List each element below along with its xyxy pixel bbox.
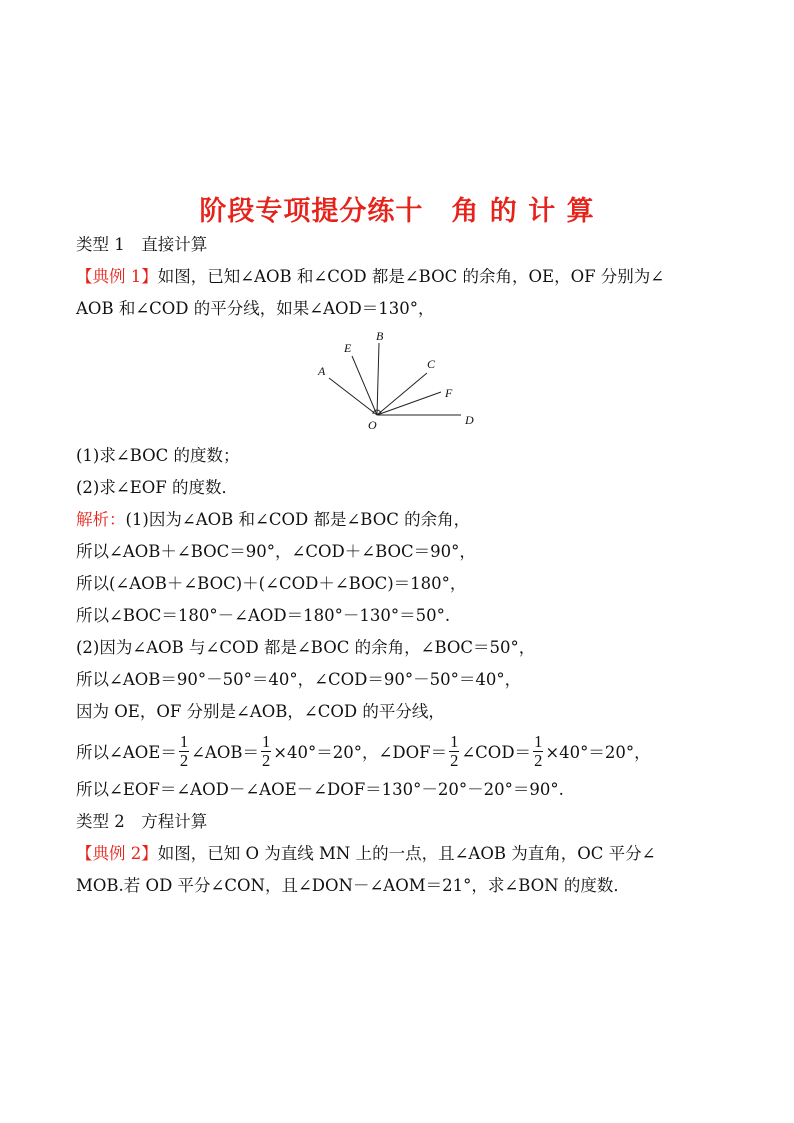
example1-tag: 【典例 1】 <box>76 267 158 286</box>
solution-line1 <box>76 508 470 532</box>
solution-line2: 所以∠AOB＋∠BOC＝90°，∠COD＋∠BOC＝90°， <box>76 542 476 561</box>
fraction-numerator: 1 <box>534 732 543 751</box>
solution-line9: 所以∠EOF＝∠AOD－∠AOE－∠DOF＝130°－20°－20°＝90°. <box>76 780 564 799</box>
label-D: D <box>465 413 474 427</box>
solution-line8-d: ∠COD＝ <box>461 743 532 762</box>
fraction-half <box>179 733 189 770</box>
angle-figure <box>310 328 490 434</box>
label-C: C <box>427 357 436 371</box>
example2-line1 <box>76 842 655 866</box>
example2-text1: 如图，已知 O 为直线 MN 上的一点，且∠AOB 为直角，OC 平分∠ <box>157 844 656 863</box>
question-2: (2)求∠EOF 的度数． <box>76 478 238 497</box>
label-B: B <box>376 329 384 343</box>
solution-line5: (2)因为∠AOB 与∠COD 都是∠BOC 的余角，∠BOC＝50°， <box>76 638 536 657</box>
example1-text1: 如图，已知∠AOB 和∠COD 都是∠BOC 的余角，OE，OF 分别为∠ <box>157 267 665 286</box>
fraction-half <box>449 733 459 770</box>
fraction-half <box>261 733 271 770</box>
solution-line8-b: ∠AOB＝ <box>191 743 259 762</box>
label-F: F <box>445 386 453 400</box>
example2-tag: 【典例 2】 <box>76 844 158 863</box>
fraction-numerator: 1 <box>450 732 459 751</box>
solution-line7: 因为 OE，OF 分别是∠AOB，∠COD 的平分线， <box>76 702 445 721</box>
fraction-denominator: 2 <box>179 751 189 770</box>
ray-OF <box>377 392 441 415</box>
page-title: 阶段专项提分练十 角 的 计 算 <box>199 196 595 227</box>
fraction-numerator: 1 <box>179 732 189 751</box>
solution-text1: (1)因为∠AOB 和∠COD 都是∠BOC 的余角， <box>125 510 471 529</box>
question-1: (1)求∠BOC 的度数； <box>76 446 240 465</box>
solution-line8 <box>76 732 651 772</box>
ray-OA <box>329 378 377 415</box>
example2-line2: MOB.若 OD 平分∠CON，且∠DON－∠AOM＝21°，求∠BON 的度数． <box>76 876 630 895</box>
solution-tag: 解析： <box>76 510 126 529</box>
fraction-denominator: 2 <box>450 751 459 770</box>
solution-line4: 所以∠BOC＝180°－∠AOD＝180°－130°＝50°. <box>76 606 451 625</box>
section-heading-type1: 类型 1 直接计算 <box>76 235 208 254</box>
label-E: E <box>344 341 352 355</box>
fraction-denominator: 2 <box>534 751 543 770</box>
ray-OE <box>352 356 377 415</box>
label-O: O <box>368 418 377 432</box>
section-heading-type2: 类型 2 方程计算 <box>76 812 208 831</box>
ray-OC <box>377 373 427 415</box>
example1-line1 <box>76 265 664 289</box>
ray-OB <box>377 343 379 415</box>
solution-line6: 所以∠AOB＝90°－50°＝40°，∠COD＝90°－50°＝40°， <box>76 670 522 689</box>
solution-line8-e: ×40°＝20°， <box>545 743 651 762</box>
solution-line8-c: ×40°＝20°，∠DOF＝ <box>273 743 448 762</box>
example1-line2: AOB 和∠COD 的平分线，如果∠AOD＝130°， <box>76 299 435 318</box>
solution-line3: 所以(∠AOB＋∠BOC)＋(∠COD＋∠BOC)＝180°， <box>76 574 467 593</box>
label-A: A <box>318 364 326 378</box>
fraction-denominator: 2 <box>261 751 271 770</box>
fraction-half <box>533 733 543 770</box>
solution-line8-a: 所以∠AOE＝ <box>76 743 177 762</box>
fraction-numerator: 1 <box>261 732 271 751</box>
